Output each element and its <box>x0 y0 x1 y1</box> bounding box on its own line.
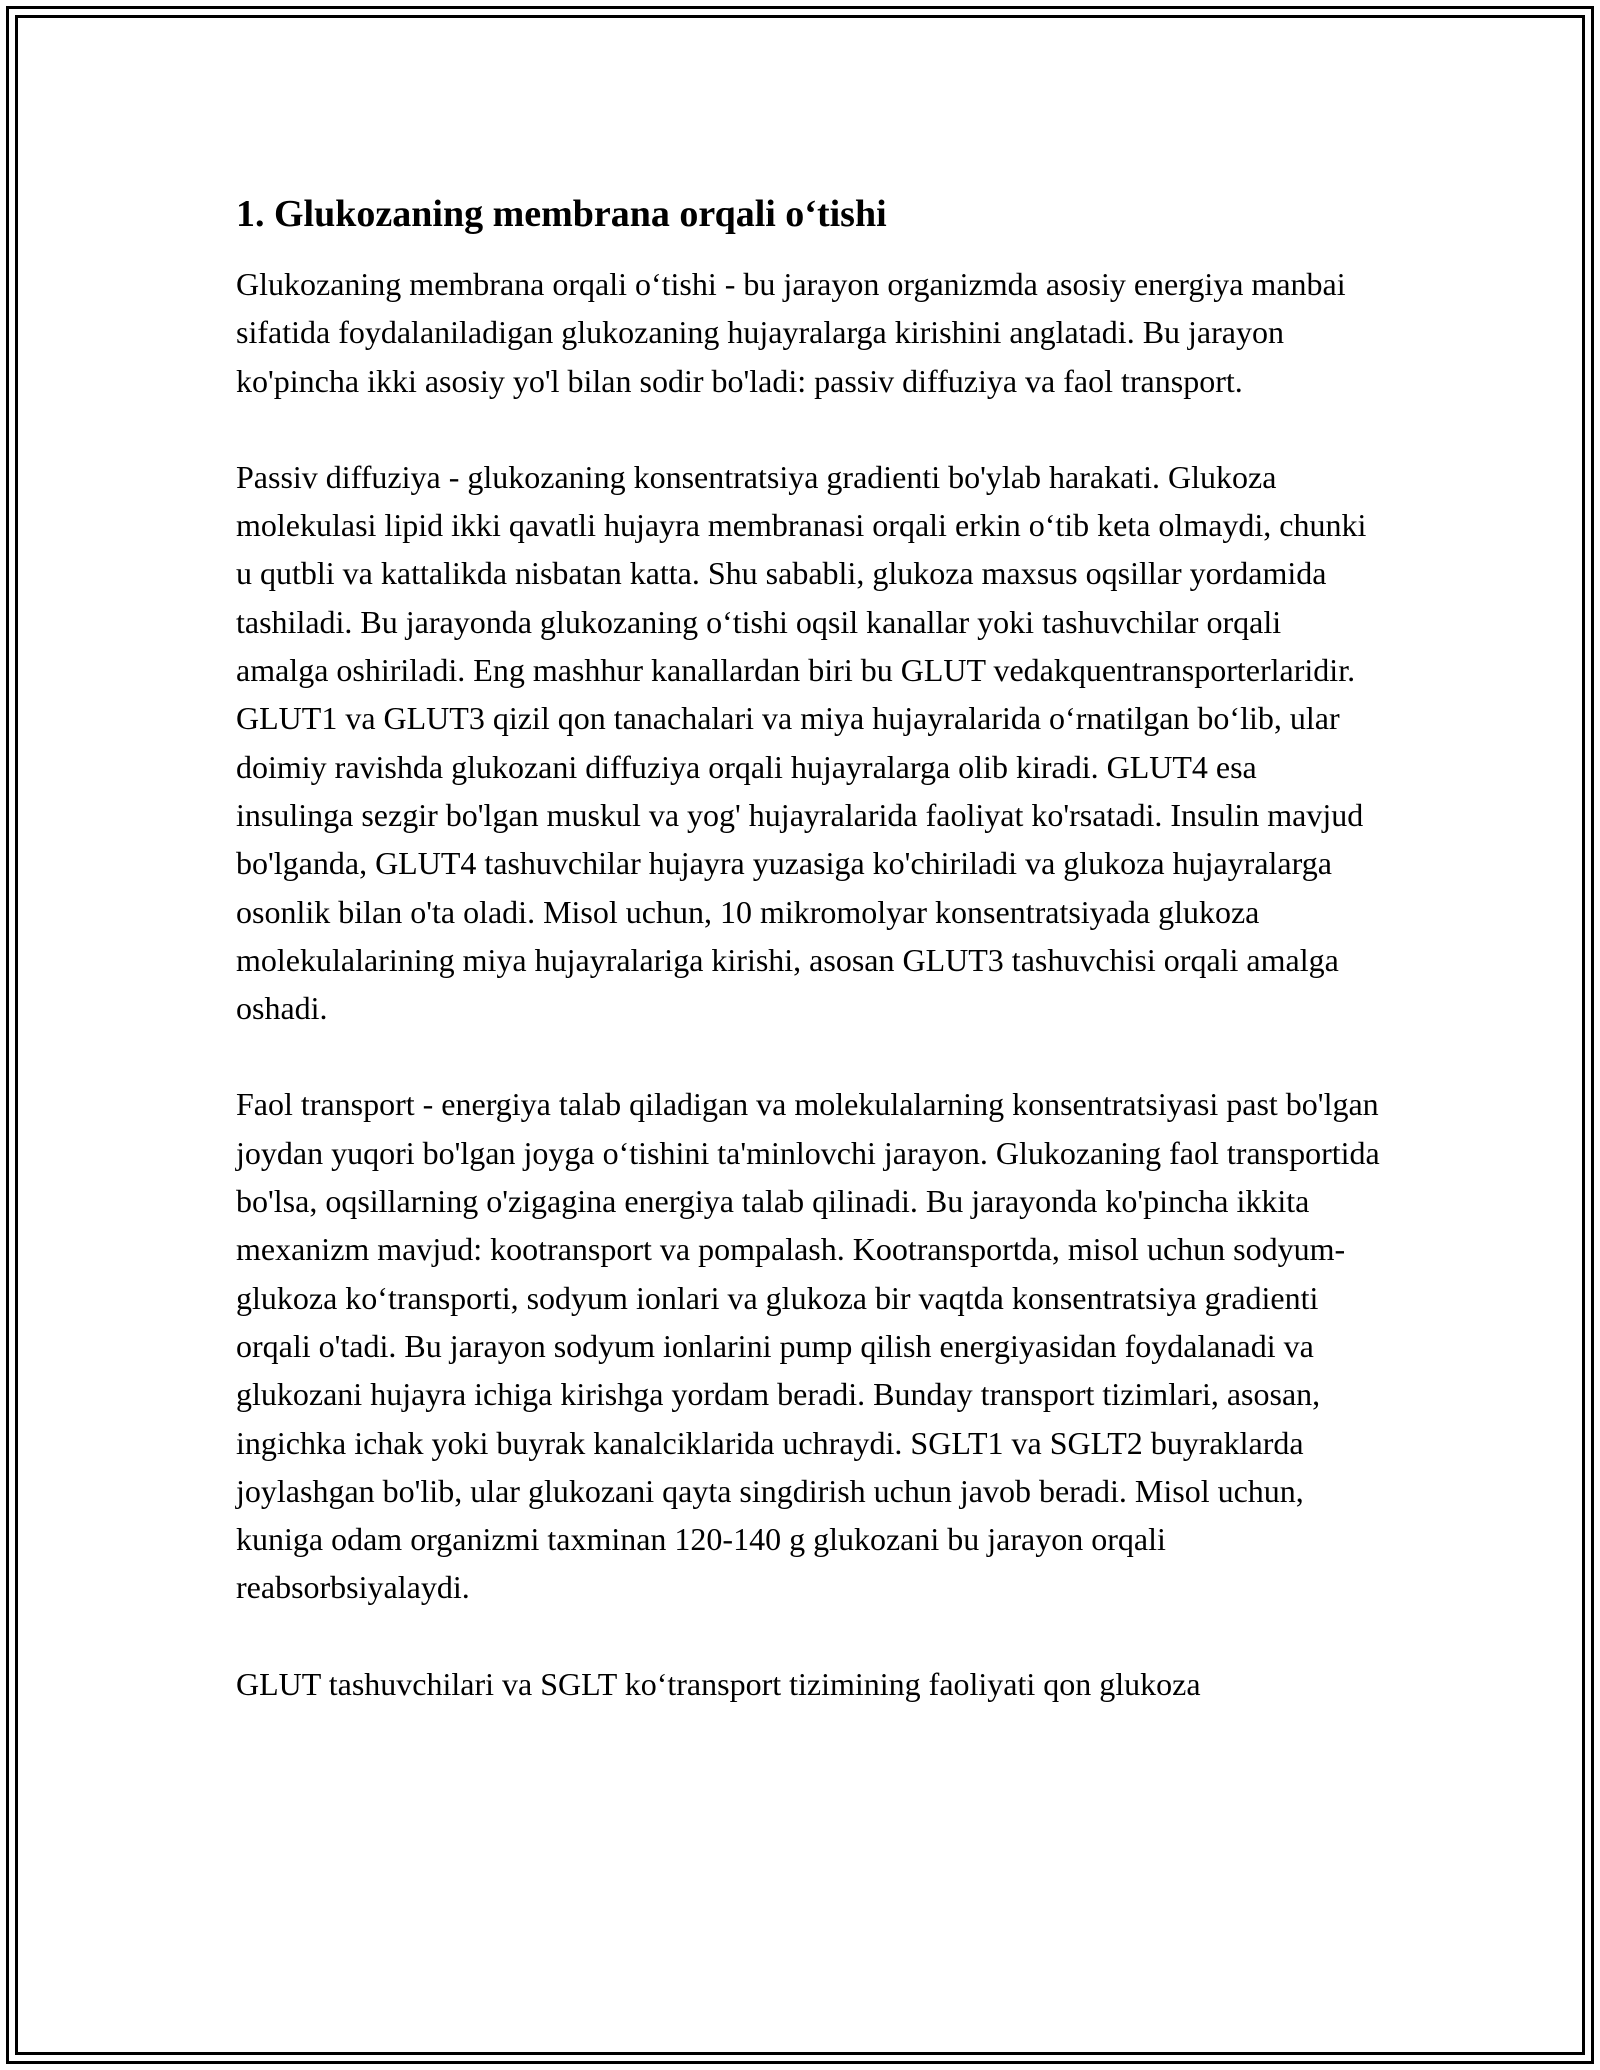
document-body <box>236 190 1380 1756</box>
paragraph-active-transport: Faol transport - energiya talab qiladigan va molekulalarning konsentratsiyasi past bo'lgan joydan yuqori bo'lgan joyga o‘tishini ta'minlovchi jarayon. Glukozaning faol transportida bo'lsa, oqsillarning o'zigagina energiya talab qilinadi. Bu jarayonda ko'pincha ikkita mexanizm mavjud: kootransport va pompalash. Kootransportda, misol uchun sodyum-glukoza ko‘transporti, sodyum ionlari va glukoza bir vaqtda konsentratsiya gradienti orqali o'tadi. Bu jarayon sodyum ionlarini pump qilish energiyasidan foydalanadi va glukozani hujayra ichiga kirishga yordam beradi. Bunday transport tizimlari, asosan, ingichka ichak yoki buyrak kanalciklarida uchraydi. SGLT1 va SGLT2 buyraklarda joylashgan bo'lib, ular glukozani qayta singdirish uchun javob beradi. Misol uchun, kuniga odam organizmi taxminan 120-140 g glukozani bu jarayon orqali reabsorbsiyalaydi. <box>236 1086 1380 1606</box>
paragraph-intro: Glukozaning membrana orqali o‘tishi - bu jarayon organizmda asosiy energiya manbai sifatida foydalaniladigan glukozaning hujayralarga kirishini anglatadi. Bu jarayon ko'pincha ikki asosiy yo'l bilan sodir bo'ladi: passiv diffuziya va faol transport. <box>236 266 1346 399</box>
paragraph-glut-sglt: GLUT tashuvchilari va SGLT ko‘transport tizimining faoliyati qon glukoza <box>236 1665 1201 1702</box>
paragraph-passive-diffusion: Passiv diffuziya - glukozaning konsentratsiya gradienti bo'ylab harakati. Glukoza molekulasi lipid ikki qavatli hujayra membranasi orqali erkin o‘tib keta olmaydi, chunki u qutbli va kattalikda nisbatan katta. Shu sababli, glukoza maxsus oqsillar yordamida tashiladi. Bu jarayonda glukozaning o‘tishi oqsil kanallar yoki tashuvchilar orqali amalga oshiriladi. Eng mashhur kanallardan biri bu GLUT vedakquentransporterlaridir. GLUT1 va GLUT3 qizil qon tanachalari va miya hujayralarida o‘rnatilgan bo‘lib, ular doimiy ravishda glukozani diffuziya orqali hujayralarga olib kiradi. GLUT4 esa insulinga sezgir bo'lgan muskul va yog' hujayralarida faoliyat ko'rsatadi. Insulin mavjud bo'lganda, GLUT4 tashuvchilar hujayra yuzasiga ko'chiriladi va glukoza hujayralarga osonlik bilan o'ta oladi. Misol uchun, 10 mikromolyar konsentratsiyada glukoza molekulalarining miya hujayralariga kirishi, asosan GLUT3 tashuvchisi orqali amalga oshadi. <box>236 458 1367 1027</box>
section-heading: 1. Glukozaning membrana orqali o‘tishi <box>236 193 887 235</box>
